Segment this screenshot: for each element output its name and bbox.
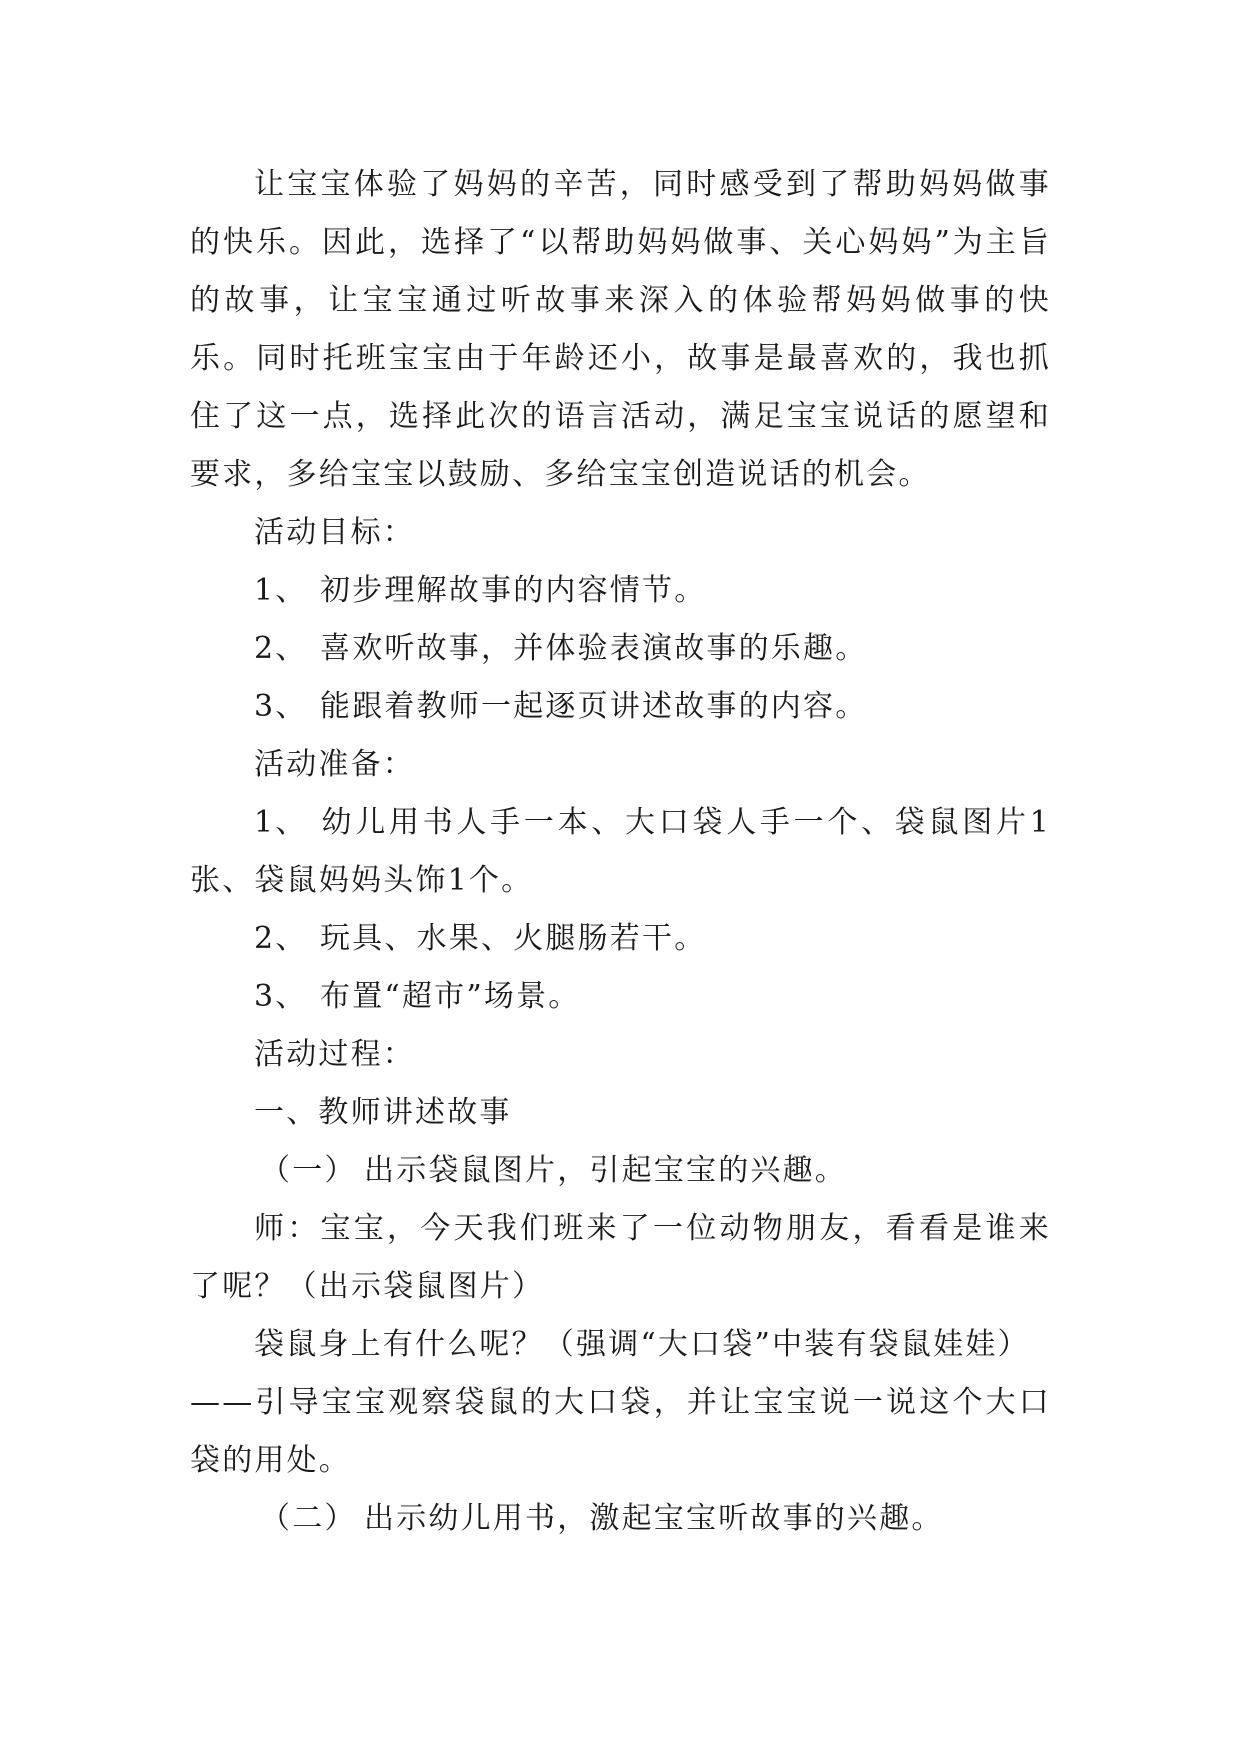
step-item-number: （二） [260,1501,357,1536]
process-heading: 活动过程： [254,1037,415,1072]
step-item-text: 出示袋鼠图片，引起宝宝的兴趣。 [364,1153,847,1188]
prep-item [190,794,1051,910]
prep-item [190,910,1051,968]
goal-item-number: 1、 [254,573,308,608]
step-item-number: （一） [260,1153,357,1188]
step-item-text: 出示幼儿用书，激起宝宝听故事的兴趣。 [364,1501,944,1536]
prep-item [190,968,1051,1026]
prep-item-text: 幼儿用书人手一本、大口袋人手一个、袋鼠图片1张、袋鼠妈妈头饰1个。 [190,805,1051,898]
goal-item [190,620,1051,678]
step-item [190,1490,1051,1548]
prep-item-number: 1、 [254,805,308,840]
goal-item-text: 喜欢听故事，并体验表演故事的乐趣。 [320,631,868,666]
prep-heading: 活动准备： [254,747,415,782]
intro-paragraph: 让宝宝体验了妈妈的辛苦，同时感受到了帮助妈妈做事的快乐。因此，选择了“以帮助妈妈做事、关心妈妈”为主旨的故事，让宝宝通过听故事来深入的体验帮妈妈做事的快乐。同时托班宝宝由于年龄还小，故事是最喜欢的，我也抓住了这一点，选择此次的语言活动，满足宝宝说话的愿望和要求，多给宝宝以鼓励、多给宝宝创造说话的机会。 [190,167,1051,492]
prep-item-text: 布置“超市”场景。 [320,979,581,1014]
step-item [190,1142,1051,1200]
goal-item-number: 3、 [254,689,308,724]
goal-item [190,562,1051,620]
prep-item-number: 3、 [254,979,308,1014]
goal-item-number: 2、 [254,631,308,666]
section-heading: 一、教师讲述故事 [254,1095,512,1130]
goal-item-text: 能跟着教师一起逐页讲述故事的内容。 [320,689,868,724]
teacher-line: 师：宝宝，今天我们班来了一位动物朋友，看看是谁来了呢？（出示袋鼠图片） [190,1211,1051,1304]
goal-item-text: 初步理解故事的内容情节。 [320,573,707,608]
goal-item [190,678,1051,736]
prep-item-number: 2、 [254,921,308,956]
question-line: 袋鼠身上有什么呢？（强调“大口袋”中装有袋鼠娃娃） [254,1327,1030,1362]
goals-heading: 活动目标： [254,515,415,550]
guide-line: ——引导宝宝观察袋鼠的大口袋，并让宝宝说一说这个大口袋的用处。 [190,1385,1051,1478]
prep-item-text: 玩具、水果、火腿肠若干。 [320,921,707,956]
document-body [190,156,1051,1548]
